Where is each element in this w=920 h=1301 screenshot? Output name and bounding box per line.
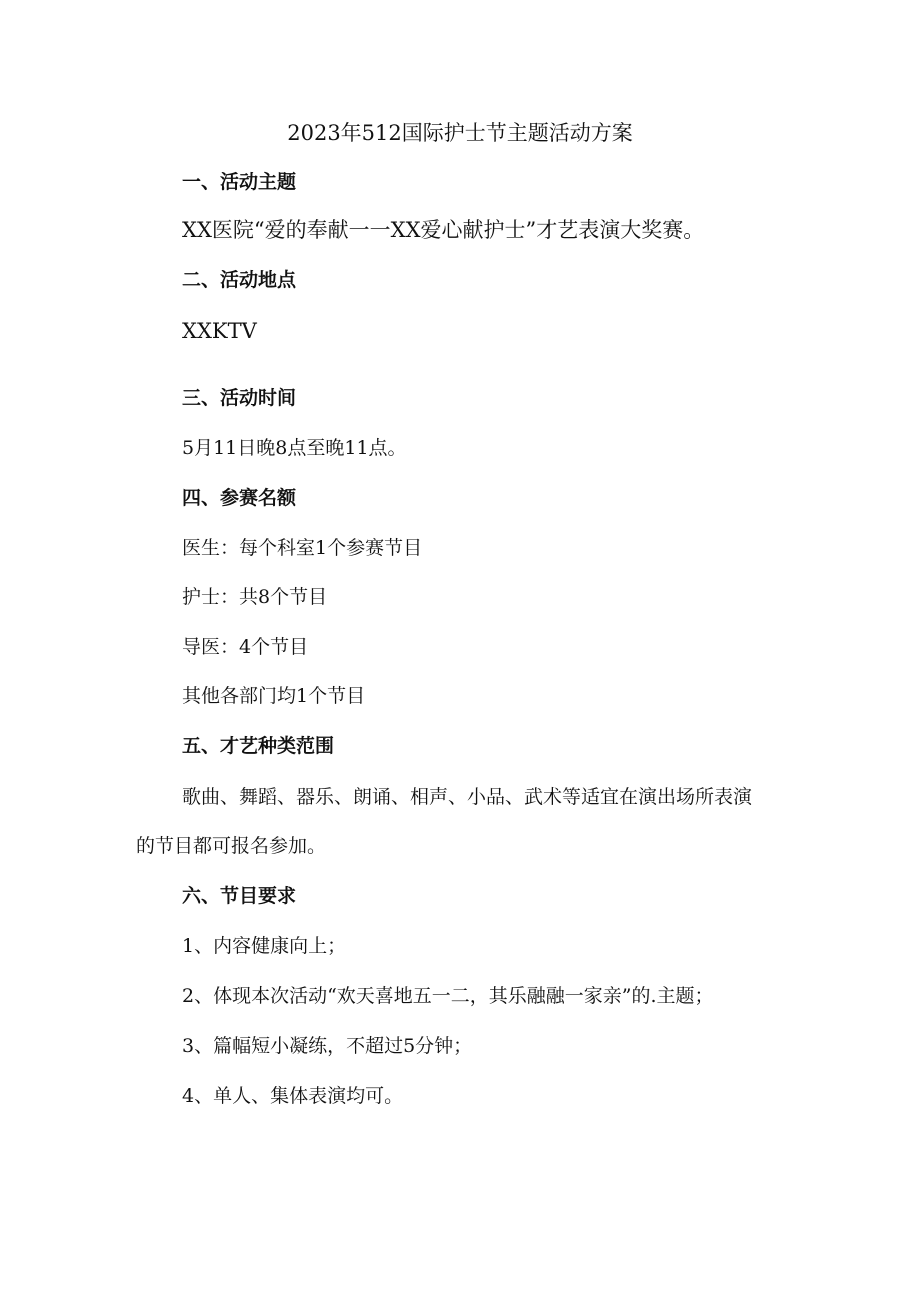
section-heading-categories: 五、才艺种类范围 <box>182 735 335 757</box>
section-heading-time: 三、活动时间 <box>182 387 297 409</box>
categories-body-line2: 的节目都可报名参加。 <box>136 835 327 857</box>
quota-item-nurse: 护士：共8个节目 <box>182 586 328 608</box>
section-heading-requirements: 六、节目要求 <box>182 885 297 907</box>
section-body-location: XXKTV <box>182 319 257 343</box>
quota-item-doctor: 医生：每个科室1个参赛节目 <box>182 537 423 559</box>
section-heading-theme: 一、活动主题 <box>182 171 297 193</box>
section-body-theme: XX医院“爱的奉献一一XX爱心献护士”才艺表演大奖赛。 <box>182 218 705 242</box>
document-title: 2023年512国际护士节主题活动方案 <box>287 121 633 145</box>
requirement-item-3: 3、篇幅短小凝练，不超过5分钟； <box>182 1035 473 1057</box>
requirement-item-2: 2、体现本次活动“欢天喜地五一二，其乐融融一家亲”的.主题； <box>182 985 714 1007</box>
requirement-item-1: 1、内容健康向上； <box>182 935 347 957</box>
section-heading-location: 二、活动地点 <box>182 269 297 291</box>
requirement-item-4: 4、单人、集体表演均可。 <box>182 1085 404 1107</box>
section-heading-quota: 四、参赛名额 <box>182 487 297 509</box>
categories-body-line1: 歌曲、舞蹈、器乐、朗诵、相声、小品、武术等适宜在演出场所表演 <box>182 786 753 808</box>
section-body-time: 5月11日晚8点至晚11点。 <box>182 437 407 459</box>
quota-item-other: 其他各部门均1个节目 <box>182 685 366 707</box>
quota-item-guide: 导医：4个节目 <box>182 636 309 658</box>
